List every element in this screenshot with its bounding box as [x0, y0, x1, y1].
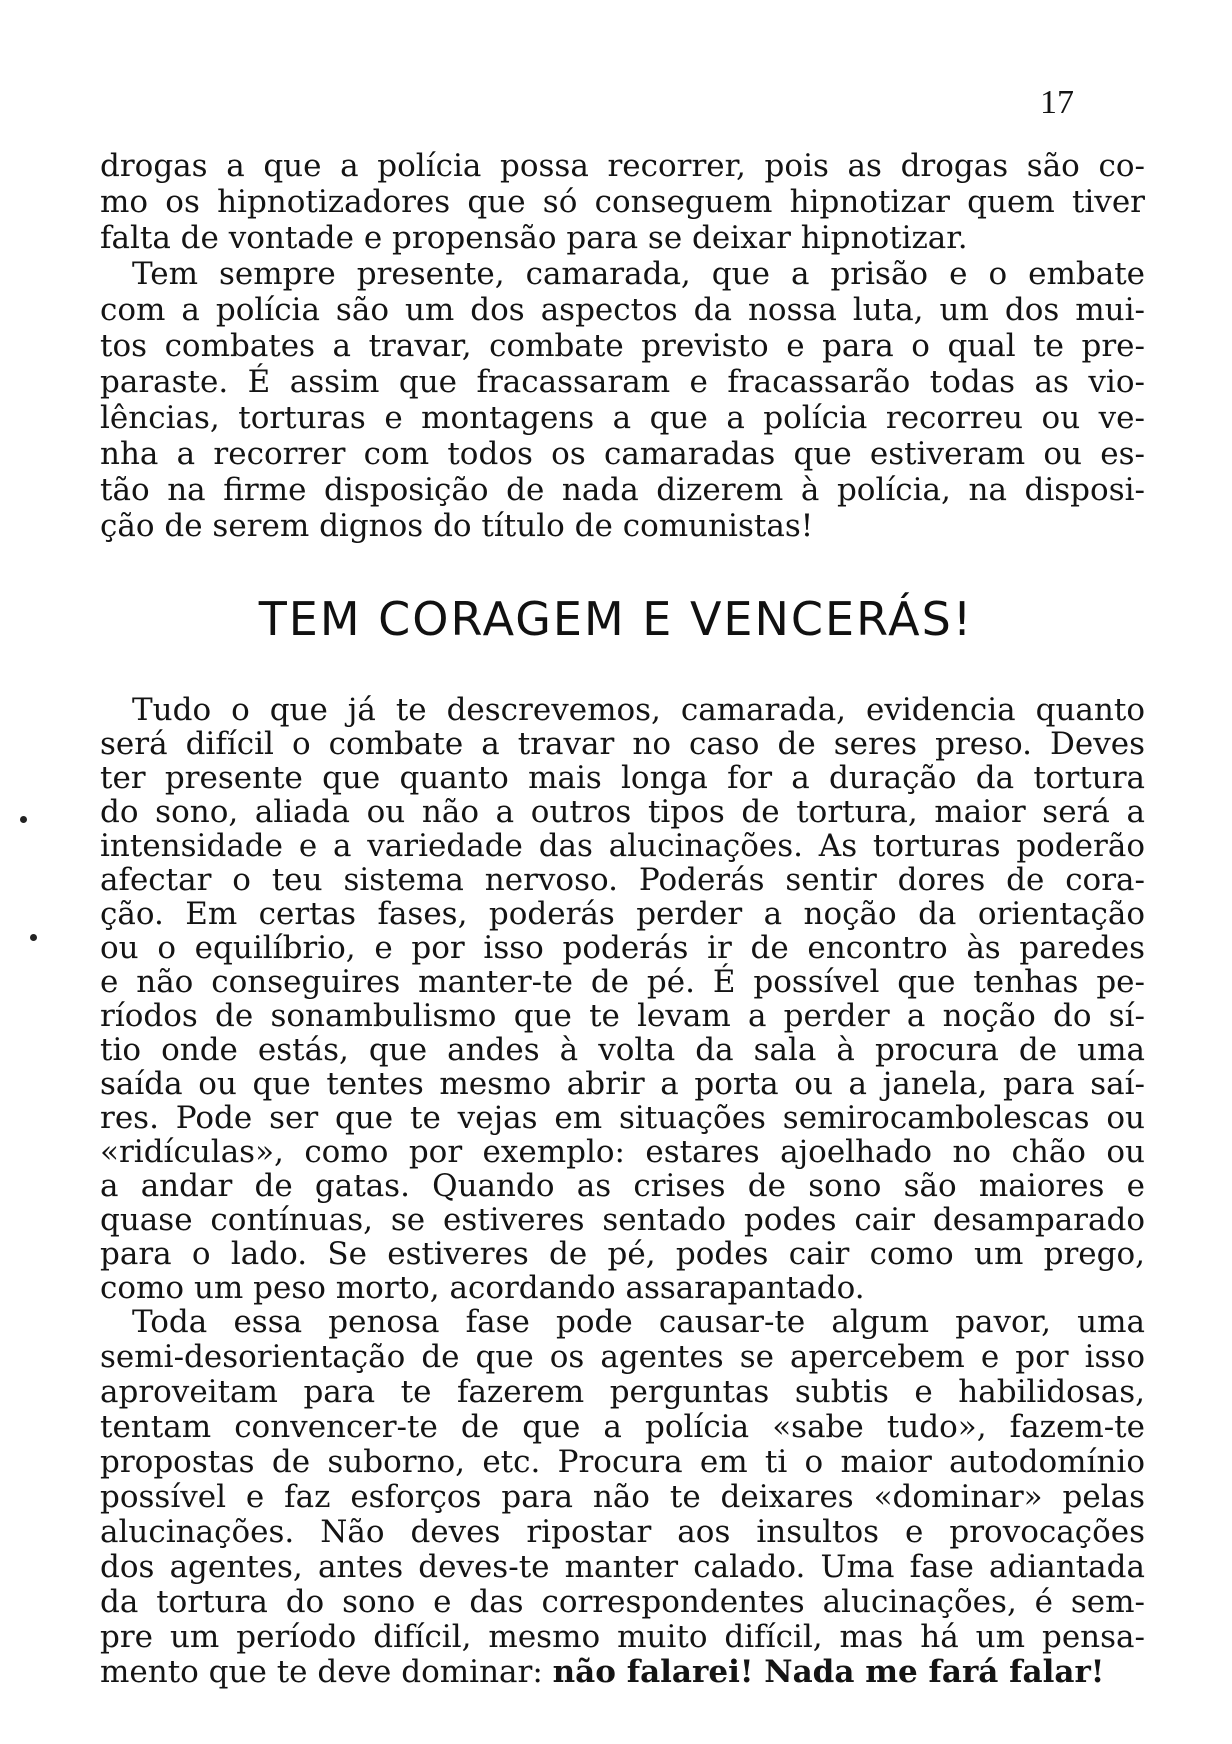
text-line: afectar o teu sistema nervoso. Poderás sentir dores de cora- [100, 862, 1145, 898]
text-line: pre um período difícil, mesmo muito difícil, mas há um pensa- [100, 1619, 1145, 1655]
text-line: e não conseguires manter-te de pé. É possível que tenhas pe- [100, 964, 1145, 1000]
text-line: drogas a que a polícia possa recorrer, pois as drogas são co- [100, 148, 1145, 184]
closing-line [100, 1654, 1145, 1690]
page-number: 17 [1040, 84, 1074, 121]
closing-emphasis: não falarei! Nada me fará falar! [552, 1654, 1105, 1690]
text-line: ou o equilíbrio, e por isso poderás ir de encontro às paredes [100, 930, 1145, 966]
text-line: possível e faz esforços para não te deixares «dominar» pelas [100, 1479, 1145, 1515]
text-line: saída ou que tentes mesmo abrir a porta ou a janela, para saí- [100, 1066, 1145, 1102]
text-line: quase contínuas, se estiveres sentado podes cair desamparado [100, 1202, 1145, 1238]
text-line: Tem sempre presente, camarada, que a prisão e o embate [132, 256, 1145, 292]
text-line: como um peso morto, acordando assarapantado. [100, 1270, 865, 1306]
text-line: semi-desorientação de que os agentes se apercebem e por isso [100, 1339, 1145, 1375]
text-line: ríodos de sonambulismo que te levam a perder a noção do sí- [100, 998, 1145, 1034]
text-line: tão na firme disposição de nada dizerem à polícia, na disposi- [100, 472, 1145, 508]
text-line: Toda essa penosa fase pode causar-te algum pavor, uma [132, 1304, 1145, 1340]
text-line: ção. Em certas fases, poderás perder a noção da orientação [100, 896, 1145, 932]
text-line: aproveitam para te fazerem perguntas subtis e habilidosas, [100, 1374, 1145, 1410]
text-line: paraste. É assim que fracassaram e fracassarão todas as vio- [100, 364, 1145, 400]
text-line: ção de serem dignos do título de comunistas! [100, 508, 814, 544]
text-line: ter presente que quanto mais longa for a duração da tortura [100, 760, 1145, 796]
text-line: falta de vontade e propensão para se deixar hipnotizar. [100, 220, 968, 256]
text-line: dos agentes, antes deves-te manter calado. Uma fase adiantada [100, 1549, 1145, 1585]
text-line: tos combates a travar, combate previsto e para o qual te pre- [100, 328, 1145, 364]
text-line: lências, torturas e montagens a que a polícia recorreu ou ve- [100, 400, 1145, 436]
text-line: será difícil o combate a travar no caso de seres preso. Deves [100, 726, 1145, 762]
text-line: nha a recorrer com todos os camaradas que estiveram ou es- [100, 436, 1145, 472]
text-line: da tortura do sono e das correspondentes alucinações, é sem- [100, 1584, 1145, 1620]
text-line: res. Pode ser que te vejas em situações semirocambolescas ou [100, 1100, 1145, 1136]
section-heading: TEM CORAGEM E VENCERÁS! [258, 592, 974, 646]
text-line: tentam convencer-te de que a polícia «sabe tudo», fazem-te [100, 1409, 1145, 1445]
text-line: para o lado. Se estiveres de pé, podes cair como um prego, [100, 1236, 1145, 1272]
text-line: com a polícia são um dos aspectos da nossa luta, um dos mui- [100, 292, 1145, 328]
text-line: alucinações. Não deves ripostar aos insultos e provocações [100, 1514, 1145, 1550]
text-line: mo os hipnotizadores que só conseguem hipnotizar quem tiver [100, 184, 1145, 220]
text-line: a andar de gatas. Quando as crises de sono são maiores e [100, 1168, 1145, 1204]
text-line: intensidade e a variedade das alucinações. As torturas poderão [100, 828, 1145, 864]
text-line: propostas de suborno, etc. Procura em ti o maior autodomínio [100, 1444, 1145, 1480]
text-line: tio onde estás, que andes à volta da sala à procura de uma [100, 1032, 1145, 1068]
text-line: do sono, aliada ou não a outros tipos de tortura, maior será a [100, 794, 1145, 830]
margin-mark [30, 934, 37, 941]
text-line: Tudo o que já te descrevemos, camarada, evidencia quanto [132, 692, 1145, 728]
text-line: «ridículas», como por exemplo: estares ajoelhado no chão ou [100, 1134, 1145, 1170]
margin-mark [20, 816, 27, 823]
closing-text: mento que te deve dominar: [100, 1654, 553, 1690]
